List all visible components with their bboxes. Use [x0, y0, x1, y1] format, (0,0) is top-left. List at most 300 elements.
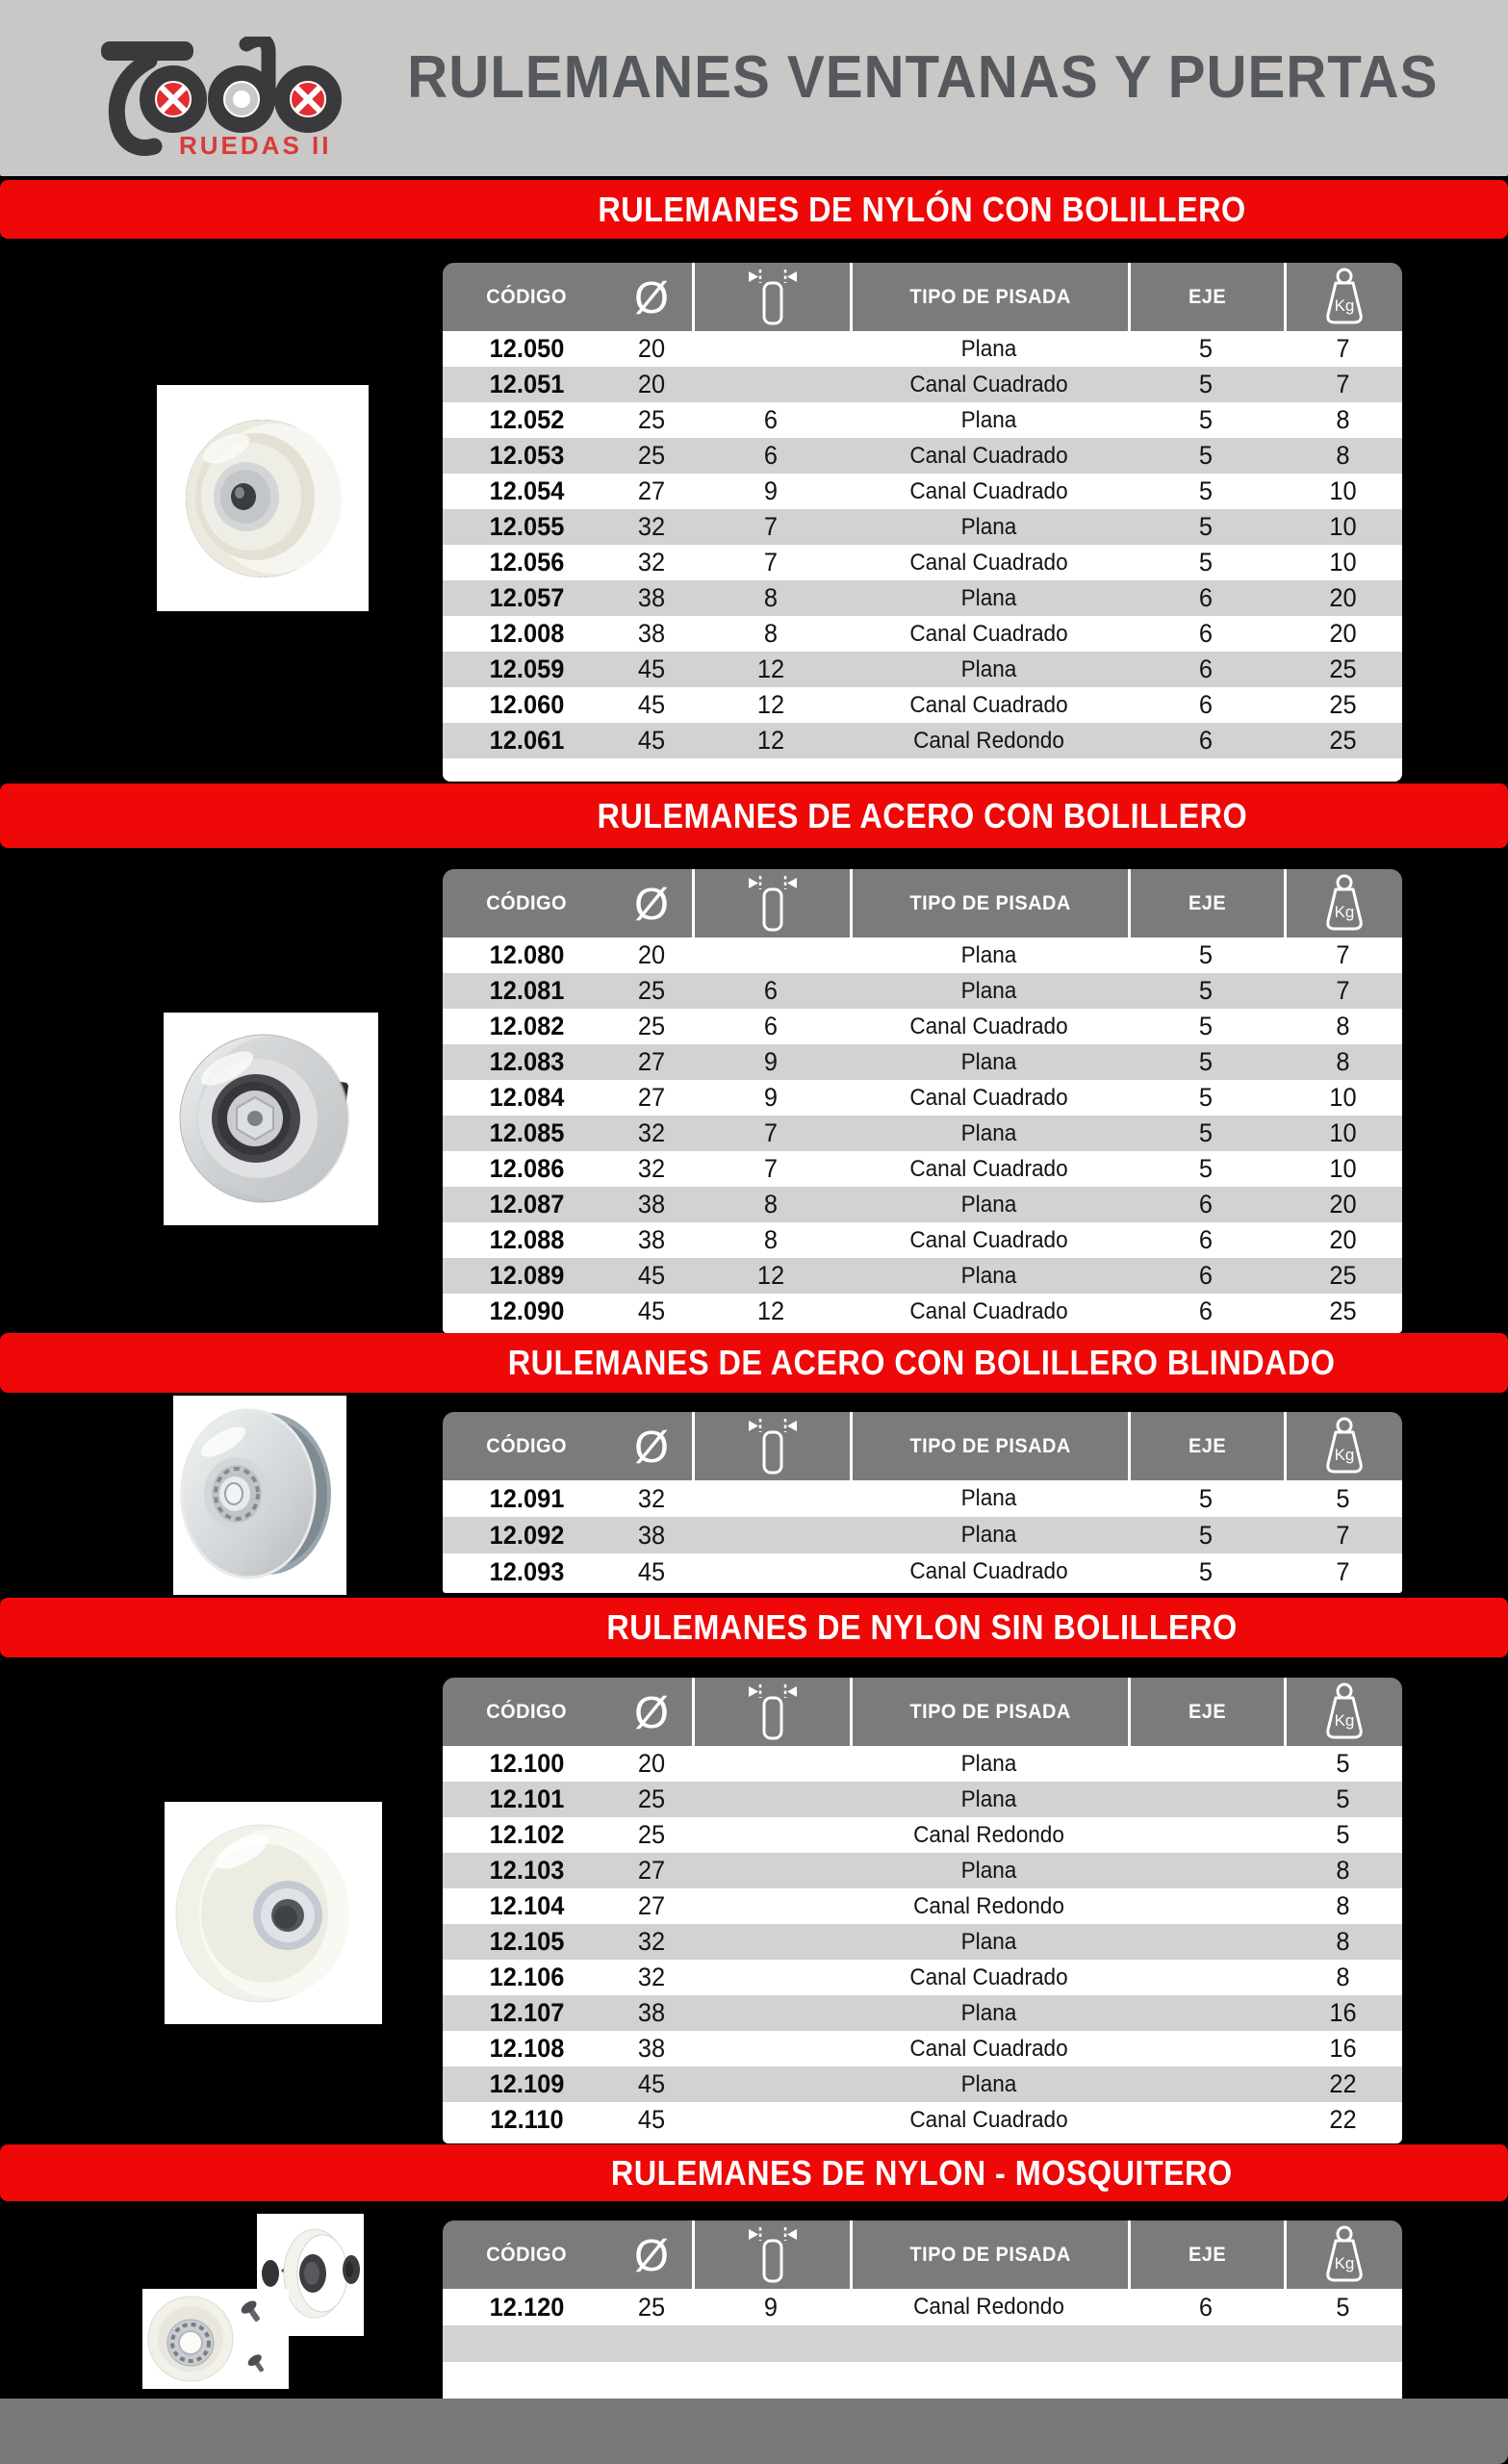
- cell-kg: 8: [1336, 1891, 1350, 1920]
- table-bottom-pad: [443, 1329, 1402, 1333]
- cell-eje: [1133, 1853, 1279, 1888]
- diameter-icon: Ø: [634, 271, 669, 322]
- table-bottom-pad: [443, 2138, 1402, 2143]
- table-row: [443, 687, 1402, 723]
- cell-codigo: 12.091: [489, 1483, 565, 1513]
- cell-kg: 20: [1329, 619, 1357, 648]
- diameter-icon: Ø: [634, 1421, 669, 1472]
- cell-kg: 5: [1336, 1749, 1350, 1778]
- cell-eje: 6: [1198, 1190, 1214, 1219]
- table-row: [443, 973, 1402, 1009]
- nylon-wheel-image: [157, 385, 369, 611]
- cell-ancho: [697, 1853, 845, 1888]
- column-header-kg: [1284, 1412, 1402, 1480]
- cell-tipo: Plana: [960, 1191, 1017, 1218]
- cell-ancho: 6: [763, 405, 779, 434]
- table-row: [443, 1294, 1402, 1329]
- cell-kg: 10: [1329, 1118, 1357, 1147]
- cell-codigo: 12.109: [489, 2069, 565, 2098]
- table-header-row: [443, 1678, 1402, 1746]
- cell-ancho: [697, 1480, 845, 1517]
- cell-ancho: [697, 1746, 845, 1782]
- cell-ancho: 12: [756, 690, 785, 719]
- cell-codigo: 12.104: [489, 1891, 565, 1920]
- column-header-codigo-diametro: [443, 2220, 692, 2289]
- cell-codigo: 12.087: [489, 1190, 565, 1219]
- cell-eje: 6: [1198, 2292, 1214, 2322]
- kg-weight-icon: [1316, 268, 1372, 327]
- cell-eje: 6: [1198, 1296, 1214, 1325]
- cell-tipo: Plana: [960, 1048, 1017, 1075]
- cell-codigo: 12.120: [489, 2292, 565, 2322]
- cell-diametro: 25: [637, 1820, 666, 1849]
- table-row: [443, 2289, 1402, 2325]
- cell-diametro: 45: [637, 1296, 666, 1325]
- table-row: [443, 580, 1402, 616]
- cell-tipo: Plana: [960, 1750, 1017, 1777]
- cell-ancho: 12: [756, 1261, 785, 1290]
- cell-ancho: [697, 2031, 845, 2066]
- screw-icon: [246, 2352, 269, 2375]
- cell-diametro: 38: [637, 2034, 666, 2063]
- table-row: [443, 2066, 1402, 2102]
- cell-codigo: 12.106: [489, 1963, 565, 1991]
- cell-tipo: Canal Cuadrado: [909, 691, 1068, 718]
- cell-tipo: Plana: [960, 513, 1017, 540]
- cell-kg: 10: [1329, 1154, 1357, 1183]
- column-header-eje: EJE: [1128, 1678, 1284, 1746]
- cell-codigo: 12.053: [489, 441, 565, 470]
- cell-tipo: Canal Cuadrado: [909, 442, 1068, 469]
- cell-eje: 5: [1198, 940, 1214, 969]
- cell-diametro: 25: [637, 441, 666, 470]
- column-header-ancho: [692, 869, 850, 937]
- column-header-kg: [1284, 1678, 1402, 1746]
- cell-diametro: 38: [637, 1190, 666, 1219]
- cell-tipo: Canal Cuadrado: [909, 1226, 1068, 1253]
- cell-kg: 22: [1329, 2105, 1357, 2134]
- column-header-kg: [1284, 263, 1402, 331]
- cell-codigo: 12.081: [489, 976, 565, 1005]
- cell-diametro: 32: [637, 1154, 666, 1183]
- cell-ancho: 7: [763, 1118, 779, 1147]
- page-title: RULEMANES VENTANAS Y PUERTAS: [406, 43, 1439, 111]
- cell-codigo: 12.093: [489, 1556, 565, 1586]
- cell-diametro: 32: [637, 1483, 666, 1513]
- table-nylon-sin-bolillero: [443, 1678, 1402, 2143]
- table-row-empty: [443, 2362, 1402, 2399]
- cell-eje: [1133, 1995, 1279, 2031]
- svg-text:Kg: Kg: [1334, 295, 1355, 315]
- section-banner-acero-blindado: RULEMANES DE ACERO CON BOLILLERO BLINDADO: [0, 1333, 1508, 1393]
- cell-diametro: 25: [637, 1784, 666, 1813]
- logo-wheel-spokes: [157, 83, 324, 116]
- cell-ancho: [697, 2066, 845, 2102]
- cell-eje: [1133, 2066, 1279, 2102]
- column-header-kg: [1284, 2220, 1402, 2289]
- cell-eje: 5: [1198, 1556, 1214, 1586]
- cell-kg: 25: [1329, 1296, 1357, 1325]
- cell-diametro: 20: [637, 370, 666, 398]
- diameter-icon: Ø: [634, 878, 669, 929]
- cell-codigo: 12.060: [489, 690, 565, 719]
- cell-codigo: 12.089: [489, 1261, 565, 1290]
- table-bottom-pad: [443, 1590, 1402, 1593]
- cell-ancho: 7: [763, 512, 779, 541]
- cell-diametro: 32: [637, 1927, 666, 1956]
- column-header-tipo: TIPO DE PISADA: [850, 2220, 1128, 2289]
- diameter-icon: Ø: [634, 2229, 669, 2280]
- cell-tipo: Plana: [960, 655, 1017, 682]
- table-row: [443, 1258, 1402, 1294]
- column-header-codigo-diametro: [443, 869, 692, 937]
- cell-tipo: Plana: [960, 1928, 1017, 1955]
- cell-diametro: 25: [637, 976, 666, 1005]
- cell-codigo: 12.100: [489, 1749, 565, 1778]
- cell-eje: [1133, 1960, 1279, 1995]
- product-photo-nylon-con-bolillero: [157, 385, 369, 611]
- cell-eje: 5: [1198, 334, 1214, 363]
- cell-eje: 5: [1198, 976, 1214, 1005]
- column-header-tipo: TIPO DE PISADA: [850, 1412, 1128, 1480]
- cell-codigo: 12.102: [489, 1820, 565, 1849]
- table-row: [443, 937, 1402, 973]
- cell-codigo: 12.056: [489, 548, 565, 577]
- svg-text:Kg: Kg: [1334, 902, 1355, 921]
- cell-ancho: [697, 1817, 845, 1853]
- cell-tipo: Plana: [960, 1262, 1017, 1289]
- cell-eje: 6: [1198, 654, 1214, 683]
- cell-diametro: 20: [637, 334, 666, 363]
- cell-kg: 25: [1329, 690, 1357, 719]
- cell-ancho: [697, 1960, 845, 1995]
- table-bottom-pad: [443, 758, 1402, 782]
- product-photo-acero-blindado: [173, 1396, 346, 1595]
- cell-kg: 10: [1329, 512, 1357, 541]
- cell-tipo: Plana: [960, 1119, 1017, 1146]
- cell-tipo: Canal Redondo: [913, 1821, 1064, 1848]
- cell-kg: 20: [1329, 1190, 1357, 1219]
- column-header-codigo: CÓDIGO: [486, 1434, 568, 1457]
- cell-ancho: 9: [763, 1047, 779, 1076]
- cell-eje: 5: [1198, 1047, 1214, 1076]
- cell-codigo: 12.085: [489, 1118, 565, 1147]
- cell-codigo: 12.054: [489, 476, 565, 505]
- table-row: [443, 331, 1402, 367]
- cell-codigo: 12.083: [489, 1047, 565, 1076]
- cell-ancho: 12: [756, 654, 785, 683]
- cell-ancho: [697, 1517, 845, 1553]
- cell-kg: 20: [1329, 583, 1357, 612]
- cell-ancho: 7: [763, 1154, 779, 1183]
- width-icon: [744, 875, 802, 933]
- cell-codigo: 12.059: [489, 654, 565, 683]
- cell-eje: 5: [1198, 405, 1214, 434]
- cell-kg: 7: [1336, 370, 1350, 398]
- table-row: [443, 1817, 1402, 1853]
- cell-ancho: 6: [763, 441, 779, 470]
- cell-diametro: 27: [637, 1891, 666, 1920]
- cell-eje: 5: [1198, 1154, 1214, 1183]
- cell-diametro: 27: [637, 1856, 666, 1885]
- cell-eje: [1133, 1746, 1279, 1782]
- product-photo-acero-con-bolillero: [164, 1013, 378, 1225]
- table-row: [443, 545, 1402, 580]
- width-icon: [744, 269, 802, 326]
- cell-ancho: [697, 1995, 845, 2031]
- column-header-codigo-diametro: [443, 263, 692, 331]
- cell-eje: [1133, 2102, 1279, 2138]
- cell-ancho: 6: [763, 1012, 779, 1040]
- table-row: [443, 616, 1402, 652]
- cell-diametro: 25: [637, 2292, 666, 2322]
- table-row: [443, 1746, 1402, 1782]
- cell-ancho: 8: [763, 619, 779, 648]
- column-header-tipo: TIPO DE PISADA: [850, 869, 1128, 937]
- table-row: [443, 402, 1402, 438]
- cell-eje: 5: [1198, 1118, 1214, 1147]
- screw-icon: [239, 2298, 265, 2325]
- cell-kg: 25: [1329, 654, 1357, 683]
- cell-tipo: Canal Cuadrado: [909, 1558, 1068, 1584]
- cell-eje: 6: [1198, 690, 1214, 719]
- cell-codigo: 12.110: [490, 2105, 564, 2134]
- brand-subtitle: RUEDAS II: [179, 131, 332, 160]
- cell-kg: 5: [1336, 1820, 1350, 1849]
- cell-eje: [1133, 1782, 1279, 1817]
- cell-ancho: 9: [763, 2292, 779, 2322]
- table-row: [443, 2102, 1402, 2138]
- column-header-codigo: CÓDIGO: [486, 1700, 568, 1723]
- cell-tipo: Plana: [960, 406, 1017, 433]
- cell-diametro: 45: [637, 1556, 666, 1586]
- table-acero-con-bolillero: [443, 869, 1402, 1333]
- cell-ancho: [697, 1924, 845, 1960]
- cell-kg: 7: [1336, 976, 1350, 1005]
- section-banner-nylon-mosquitero: RULEMANES DE NYLON - MOSQUITERO: [0, 2144, 1508, 2201]
- section-banner-nylon-sin-bolillero: RULEMANES DE NYLON SIN BOLILLERO: [0, 1598, 1508, 1657]
- cell-tipo: Canal Cuadrado: [909, 477, 1068, 504]
- table-header-row: [443, 2220, 1402, 2289]
- cell-kg: 8: [1336, 441, 1350, 470]
- table-row: [443, 1888, 1402, 1924]
- cell-diametro: 38: [637, 619, 666, 648]
- svg-text:Kg: Kg: [1334, 2253, 1355, 2272]
- cell-kg: 22: [1329, 2069, 1357, 2098]
- cell-eje: [1133, 1924, 1279, 1960]
- product-photo-nylon-sin-bolillero: [165, 1802, 382, 2024]
- column-header-ancho: [692, 1678, 850, 1746]
- cell-kg: 16: [1329, 2034, 1357, 2063]
- column-header-tipo: TIPO DE PISADA: [850, 1678, 1128, 1746]
- table-row-empty: [443, 2325, 1402, 2362]
- cell-eje: 5: [1198, 476, 1214, 505]
- cell-tipo: Plana: [960, 1857, 1017, 1884]
- cell-kg: 25: [1329, 1261, 1357, 1290]
- cell-kg: 7: [1336, 334, 1350, 363]
- cell-diametro: 38: [637, 583, 666, 612]
- table-row: [443, 723, 1402, 758]
- table-row: [443, 1151, 1402, 1187]
- cell-ancho: [697, 331, 845, 367]
- cell-ancho: 8: [763, 1225, 779, 1254]
- product-photo-mosquitero-front: [142, 2289, 289, 2389]
- cell-diametro: 38: [637, 1998, 666, 2027]
- cell-kg: 10: [1329, 1083, 1357, 1112]
- table-row: [443, 1044, 1402, 1080]
- table-row: [443, 1782, 1402, 1817]
- cell-diametro: 27: [637, 476, 666, 505]
- cell-tipo: Canal Redondo: [913, 1892, 1064, 1919]
- table-row: [443, 1009, 1402, 1044]
- cell-diametro: 45: [637, 654, 666, 683]
- kg-weight-icon: [1316, 1682, 1372, 1742]
- cell-tipo: Canal Cuadrado: [909, 371, 1068, 398]
- cell-ancho: [697, 1888, 845, 1924]
- cell-tipo: Plana: [960, 1785, 1017, 1812]
- cell-kg: 5: [1336, 1483, 1350, 1513]
- cell-diametro: 45: [637, 2105, 666, 2134]
- cell-tipo: Plana: [960, 941, 1017, 968]
- cell-eje: 5: [1198, 548, 1214, 577]
- cell-codigo: 12.084: [489, 1083, 565, 1112]
- cell-ancho: [697, 1782, 845, 1817]
- table-row: [443, 1517, 1402, 1553]
- column-header-codigo: CÓDIGO: [486, 285, 568, 308]
- table-row: [443, 1187, 1402, 1222]
- cell-codigo: 12.052: [489, 405, 565, 434]
- cell-tipo: Canal Cuadrado: [909, 2035, 1068, 2062]
- cell-eje: [1133, 2031, 1279, 2066]
- cell-kg: 8: [1336, 1012, 1350, 1040]
- cell-codigo: 12.105: [489, 1927, 565, 1956]
- cell-tipo: Plana: [960, 1999, 1017, 2026]
- width-icon: [744, 1418, 802, 1476]
- nylon-wheel-bearing-image: [165, 1802, 382, 2024]
- cell-diametro: 25: [637, 405, 666, 434]
- diameter-icon: Ø: [634, 1686, 669, 1737]
- column-header-ancho: [692, 1412, 850, 1480]
- cell-tipo: Canal Cuadrado: [909, 1013, 1068, 1040]
- column-header-eje: EJE: [1128, 263, 1284, 331]
- cell-eje: 5: [1198, 370, 1214, 398]
- cell-eje: 5: [1198, 1012, 1214, 1040]
- cell-codigo: 12.080: [489, 940, 565, 969]
- cell-codigo: 12.051: [489, 370, 565, 398]
- cell-codigo: 12.055: [489, 512, 565, 541]
- table-row: [443, 1924, 1402, 1960]
- cell-kg: 8: [1336, 1927, 1350, 1956]
- cell-kg: 7: [1336, 1556, 1350, 1586]
- cell-tipo: Plana: [960, 584, 1017, 611]
- cell-kg: 10: [1329, 476, 1357, 505]
- cell-eje: [1133, 1888, 1279, 1924]
- cell-diametro: 25: [637, 1012, 666, 1040]
- kg-weight-icon: [1316, 874, 1372, 934]
- table-header-row: [443, 263, 1402, 331]
- cell-tipo: Canal Redondo: [913, 2294, 1064, 2320]
- table-nylon-con-bolillero: [443, 263, 1402, 782]
- cell-codigo: 12.088: [489, 1225, 565, 1254]
- cell-codigo: 12.107: [489, 1998, 565, 2027]
- cell-ancho: 6: [763, 976, 779, 1005]
- cell-tipo: Canal Cuadrado: [909, 1964, 1068, 1990]
- v-groove-pulley-image: [173, 1396, 346, 1595]
- column-header-codigo-diametro: [443, 1412, 692, 1480]
- cell-eje: 5: [1198, 1520, 1214, 1550]
- column-header-ancho: [692, 263, 850, 331]
- column-header-codigo: CÓDIGO: [486, 2243, 568, 2266]
- cell-tipo: Canal Cuadrado: [909, 1155, 1068, 1182]
- column-header-codigo-diametro: [443, 1678, 692, 1746]
- column-header-eje: EJE: [1128, 2220, 1284, 2289]
- cell-eje: 6: [1198, 1261, 1214, 1290]
- cell-tipo: Canal Redondo: [913, 727, 1064, 754]
- cell-kg: 8: [1336, 405, 1350, 434]
- cell-eje: [1133, 1817, 1279, 1853]
- table-row: [443, 438, 1402, 474]
- cell-tipo: Plana: [960, 2070, 1017, 2097]
- cell-eje: 6: [1198, 619, 1214, 648]
- cell-kg: 8: [1336, 1856, 1350, 1885]
- column-header-tipo: TIPO DE PISADA: [850, 263, 1128, 331]
- table-row: [443, 652, 1402, 687]
- cell-kg: 7: [1336, 940, 1350, 969]
- cell-kg: 10: [1329, 548, 1357, 577]
- column-header-eje: EJE: [1128, 1412, 1284, 1480]
- cell-tipo: Plana: [960, 1522, 1017, 1548]
- cell-kg: 8: [1336, 1047, 1350, 1076]
- table-row: [443, 367, 1402, 402]
- section-banner-acero-con-bolillero: RULEMANES DE ACERO CON BOLILLERO: [0, 783, 1508, 848]
- cell-diametro: 20: [637, 940, 666, 969]
- cell-eje: 6: [1198, 583, 1214, 612]
- cell-tipo: Canal Cuadrado: [909, 620, 1068, 647]
- cell-tipo: Plana: [960, 977, 1017, 1004]
- cell-kg: 8: [1336, 1963, 1350, 1991]
- table-row: [443, 1222, 1402, 1258]
- cell-diametro: 45: [637, 1261, 666, 1290]
- cell-tipo: Canal Cuadrado: [909, 549, 1068, 576]
- cell-ancho: [697, 367, 845, 402]
- cell-tipo: Plana: [960, 1485, 1017, 1511]
- steel-wheel-image: [164, 1013, 378, 1225]
- cell-ancho: 9: [763, 476, 779, 505]
- cell-diametro: 32: [637, 548, 666, 577]
- cell-codigo: 12.008: [489, 619, 565, 648]
- cell-diametro: 38: [637, 1225, 666, 1254]
- cell-ancho: [697, 937, 845, 973]
- cell-diametro: 32: [637, 1118, 666, 1147]
- cell-codigo: 12.101: [489, 1784, 565, 1813]
- cell-codigo: 12.108: [489, 2034, 565, 2063]
- cell-codigo: 12.090: [489, 1296, 565, 1325]
- width-icon: [744, 2226, 802, 2284]
- cell-eje: 5: [1198, 1083, 1214, 1112]
- cell-kg: 25: [1329, 726, 1357, 755]
- cell-codigo: 12.092: [489, 1520, 565, 1550]
- cell-kg: 5: [1336, 2292, 1350, 2322]
- table-row: [443, 1995, 1402, 2031]
- cell-tipo: Canal Cuadrado: [909, 1084, 1068, 1111]
- cell-ancho: 8: [763, 583, 779, 612]
- footer-bar: [0, 2399, 1508, 2464]
- table-header-row: [443, 1412, 1402, 1480]
- cell-ancho: [697, 2102, 845, 2138]
- cell-eje: 6: [1198, 726, 1214, 755]
- cell-diametro: 20: [637, 1749, 666, 1778]
- cell-eje: 5: [1198, 441, 1214, 470]
